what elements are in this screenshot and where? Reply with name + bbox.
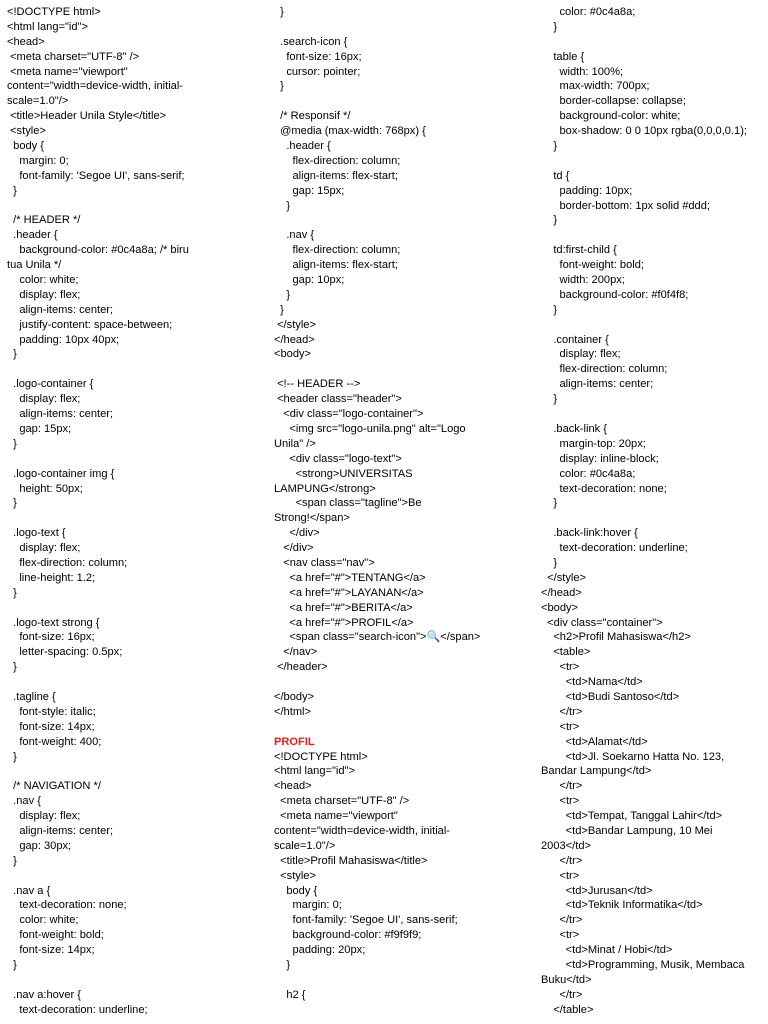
code-line: } bbox=[541, 497, 558, 510]
code-line: flex-direction: column; bbox=[274, 244, 401, 257]
code-line: justify-content: space-between; bbox=[7, 318, 173, 331]
code-line: font-weight: bold; bbox=[7, 929, 104, 942]
code-line: max-width: 700px; bbox=[541, 80, 650, 93]
code-line: content="width=device-width, initial- bbox=[7, 80, 183, 93]
code-line: align-items: center; bbox=[541, 378, 654, 391]
code-line: <nav class="nav"> bbox=[274, 556, 375, 569]
code-line: } bbox=[7, 497, 17, 510]
code-line: <style> bbox=[274, 869, 316, 882]
code-line: <html lang="id"> bbox=[7, 20, 88, 33]
code-line: <meta charset="UTF-8" /> bbox=[274, 795, 410, 808]
code-line: </head> bbox=[541, 586, 582, 599]
code-line: } bbox=[274, 959, 291, 971]
code-line: <td>Programming, Musik, Membaca bbox=[541, 959, 745, 971]
code-line bbox=[541, 318, 763, 333]
code-line: <a href="#">PROFIL</a> bbox=[274, 616, 414, 629]
code-line: flex-direction: column; bbox=[541, 363, 668, 376]
code-line bbox=[541, 511, 763, 526]
code-line: flex-direction: column; bbox=[7, 556, 128, 569]
code-line bbox=[541, 154, 763, 169]
code-line: margin: 0; bbox=[7, 154, 69, 167]
code-line: </div> bbox=[274, 527, 320, 540]
code-line: <div class="logo-text"> bbox=[274, 452, 402, 465]
code-line: <meta name="viewport" bbox=[7, 65, 128, 78]
code-line: <td>Jurusan</td> bbox=[541, 884, 653, 897]
code-line: <body> bbox=[274, 348, 312, 361]
code-line: /* HEADER */ bbox=[7, 214, 81, 227]
code-line: <span class="tagline">Be bbox=[274, 497, 422, 510]
code-line: .logo-container img { bbox=[7, 467, 115, 480]
code-line: color: #0c4a8a; bbox=[541, 467, 636, 480]
code-line: border-collapse: collapse; bbox=[541, 95, 686, 108]
code-line: .logo-text strong { bbox=[7, 616, 100, 629]
code-line: <td>Bandar Lampung, 10 Mei bbox=[541, 824, 713, 837]
code-line: background-color: white; bbox=[541, 110, 681, 123]
code-line: .nav a { bbox=[7, 884, 51, 897]
code-line: scale=1.0"/> bbox=[274, 839, 336, 852]
code-line bbox=[7, 601, 259, 616]
code-line: td:first-child { bbox=[541, 244, 617, 257]
code-line: } bbox=[541, 140, 558, 153]
code-line: <title>Profil Mahasiswa</title> bbox=[274, 854, 428, 867]
code-column-1 bbox=[7, 5, 259, 1018]
code-line: } bbox=[541, 556, 558, 569]
code-line: font-weight: bold; bbox=[541, 259, 644, 272]
code-line: box-shadow: 0 0 10px rgba(0,0,0,0.1); bbox=[541, 125, 747, 138]
code-line: <div class="logo-container"> bbox=[274, 408, 424, 421]
code-line: <td>Teknik Informatika</td> bbox=[541, 899, 703, 912]
code-line: gap: 15px; bbox=[7, 422, 72, 435]
code-line: background-color: #f9f9f9; bbox=[274, 929, 422, 942]
code-line bbox=[7, 199, 259, 214]
code-line bbox=[7, 675, 259, 690]
code-line: display: inline-block; bbox=[541, 452, 659, 465]
code-line: } bbox=[541, 214, 558, 227]
code-line bbox=[274, 213, 520, 228]
code-line: <header class="header"> bbox=[274, 393, 402, 406]
code-line: <td>Tempat, Tanggal Lahir</td> bbox=[541, 810, 723, 823]
code-line: <div class="container"> bbox=[541, 616, 663, 629]
code-line: body { bbox=[274, 884, 318, 897]
code-line: /* Responsif */ bbox=[274, 110, 351, 123]
code-line: line-height: 1.2; bbox=[7, 571, 96, 584]
code-line: </table> bbox=[541, 1003, 594, 1016]
code-line: display: flex; bbox=[7, 393, 81, 406]
code-line: <body> bbox=[541, 601, 579, 614]
code-line: .back-link { bbox=[541, 422, 607, 435]
code-line: </header> bbox=[274, 661, 328, 674]
code-line bbox=[274, 94, 520, 109]
code-line: <tr> bbox=[541, 929, 580, 942]
code-line: } bbox=[274, 6, 284, 18]
code-line: gap: 10px; bbox=[274, 274, 345, 287]
code-line: <title>Header Unila Style</title> bbox=[7, 110, 167, 123]
code-line: } bbox=[7, 750, 17, 763]
code-line: align-items: center; bbox=[7, 408, 114, 421]
code-line: } bbox=[7, 854, 17, 867]
code-line: </tr> bbox=[541, 988, 583, 1001]
code-line: </head> bbox=[274, 333, 315, 346]
code-line: <td>Minat / Hobi</td> bbox=[541, 944, 673, 957]
code-line: display: flex; bbox=[7, 542, 81, 555]
code-line: margin: 0; bbox=[274, 899, 342, 912]
code-line: <meta charset="UTF-8" /> bbox=[7, 50, 140, 63]
code-line bbox=[7, 362, 259, 377]
code-line: color: #0c4a8a; bbox=[541, 6, 636, 18]
code-line: <tr> bbox=[541, 869, 580, 882]
code-line bbox=[541, 407, 763, 422]
code-line: <!-- HEADER --> bbox=[274, 378, 361, 391]
code-line: .container { bbox=[541, 333, 609, 346]
code-column-3 bbox=[541, 5, 763, 1018]
code-line: </div> bbox=[274, 542, 314, 555]
code-line bbox=[274, 675, 520, 690]
code-line: body { bbox=[7, 140, 45, 153]
code-line: display: flex; bbox=[7, 288, 81, 301]
code-line bbox=[274, 362, 520, 377]
code-line: <h2>Profil Mahasiswa</h2> bbox=[541, 631, 691, 644]
code-line: <img src="logo-unila.png" alt="Logo bbox=[274, 422, 466, 435]
code-line: color: white; bbox=[7, 274, 79, 287]
code-line: flex-direction: column; bbox=[274, 154, 401, 167]
code-line: display: flex; bbox=[7, 810, 81, 823]
code-line: cursor: pointer; bbox=[274, 65, 361, 78]
code-line: text-decoration: none; bbox=[541, 482, 667, 495]
code-line: <a href="#">LAYANAN</a> bbox=[274, 586, 424, 599]
code-line bbox=[541, 35, 763, 50]
code-line: .header { bbox=[274, 140, 331, 153]
code-line bbox=[7, 869, 259, 884]
code-line bbox=[541, 228, 763, 243]
code-line bbox=[274, 720, 520, 735]
code-line: align-items: center; bbox=[7, 824, 114, 837]
code-line: } bbox=[7, 348, 17, 361]
code-line: } bbox=[274, 303, 284, 316]
code-line: <head> bbox=[274, 780, 312, 793]
code-line: </style> bbox=[274, 318, 316, 331]
code-line: font-family: 'Segoe UI', sans-serif; bbox=[7, 169, 185, 182]
code-line bbox=[7, 973, 259, 988]
code-line: font-size: 16px; bbox=[274, 50, 362, 63]
code-line: display: flex; bbox=[541, 348, 621, 361]
code-line: <span class="search-icon">🔍</span> bbox=[274, 631, 481, 644]
code-line: <tr> bbox=[541, 795, 580, 808]
code-line: </body> bbox=[274, 690, 315, 703]
code-line: width: 200px; bbox=[541, 274, 625, 287]
code-line: LAMPUNG</strong> bbox=[274, 482, 376, 495]
code-line: } bbox=[541, 20, 558, 33]
code-line: scale=1.0"/> bbox=[7, 95, 69, 108]
code-line: @media (max-width: 768px) { bbox=[274, 125, 426, 138]
code-line: text-decoration: underline; bbox=[541, 542, 688, 555]
code-line: Buku</td> bbox=[541, 973, 592, 986]
section-heading: PROFIL bbox=[274, 735, 315, 748]
code-line: <style> bbox=[7, 125, 46, 138]
code-line: .tagline { bbox=[7, 690, 56, 703]
code-line: } bbox=[274, 199, 291, 212]
code-line: <!DOCTYPE html> bbox=[7, 6, 101, 18]
code-line: } bbox=[541, 393, 558, 406]
code-line: <tr> bbox=[541, 720, 580, 733]
code-line: <head> bbox=[7, 35, 45, 48]
code-line: align-items: center; bbox=[7, 303, 114, 316]
code-line: color: white; bbox=[7, 914, 79, 927]
code-line: td { bbox=[541, 169, 570, 182]
code-line: <td>Jl. Soekarno Hatta No. 123, bbox=[541, 750, 725, 763]
code-line: } bbox=[7, 661, 17, 674]
code-line: <html lang="id"> bbox=[274, 765, 355, 778]
code-line: width: 100%; bbox=[541, 65, 624, 78]
code-line: margin-top: 20px; bbox=[541, 437, 646, 450]
code-line: height: 50px; bbox=[7, 482, 83, 495]
code-line: .logo-text { bbox=[7, 527, 66, 540]
code-line: padding: 20px; bbox=[274, 944, 366, 957]
code-line: <table> bbox=[541, 646, 591, 659]
code-line: text-decoration: underline; bbox=[7, 1003, 148, 1016]
code-line: padding: 10px; bbox=[541, 184, 633, 197]
code-line: background-color: #f0f4f8; bbox=[541, 288, 689, 301]
code-line: <meta name="viewport" bbox=[274, 810, 398, 823]
code-line: font-weight: 400; bbox=[7, 735, 102, 748]
code-line: table { bbox=[541, 50, 585, 63]
code-line: .back-link:hover { bbox=[541, 527, 638, 540]
code-line: </style> bbox=[541, 571, 587, 584]
code-line: </nav> bbox=[274, 646, 318, 659]
code-line: background-color: #0c4a8a; /* biru bbox=[7, 244, 189, 257]
code-line bbox=[7, 452, 259, 467]
code-line: } bbox=[7, 437, 17, 450]
code-line: Unila" /> bbox=[274, 437, 316, 450]
code-line: <strong>UNIVERSITAS bbox=[274, 467, 413, 480]
code-line: <td>Nama</td> bbox=[541, 676, 643, 689]
code-line: } bbox=[274, 80, 284, 93]
code-line bbox=[7, 511, 259, 526]
code-line: } bbox=[7, 586, 17, 599]
code-line: content="width=device-width, initial- bbox=[274, 824, 450, 837]
code-line: </tr> bbox=[541, 705, 583, 718]
code-line: .logo-container { bbox=[7, 378, 94, 391]
code-line: font-family: 'Segoe UI', sans-serif; bbox=[274, 914, 458, 927]
code-line: padding: 10px 40px; bbox=[7, 333, 120, 346]
code-line: font-size: 14px; bbox=[7, 720, 95, 733]
code-line: </tr> bbox=[541, 854, 583, 867]
code-line: <a href="#">BERITA</a> bbox=[274, 601, 413, 614]
code-line bbox=[274, 20, 520, 35]
code-line: gap: 30px; bbox=[7, 839, 72, 852]
code-line: <tr> bbox=[541, 661, 580, 674]
code-line: .nav { bbox=[274, 229, 315, 242]
code-line bbox=[274, 973, 520, 988]
code-line: gap: 15px; bbox=[274, 184, 345, 197]
code-line: align-items: flex-start; bbox=[274, 259, 398, 272]
code-line: border-bottom: 1px solid #ddd; bbox=[541, 199, 710, 212]
code-line: } bbox=[541, 303, 558, 316]
code-line: Bandar Lampung</td> bbox=[541, 765, 652, 778]
code-line: h2 { bbox=[274, 988, 306, 1001]
code-column-2 bbox=[274, 5, 520, 1003]
code-line: align-items: flex-start; bbox=[274, 169, 398, 182]
code-line: text-decoration: none; bbox=[7, 899, 127, 912]
code-line: Strong!</span> bbox=[274, 512, 350, 525]
code-line: .nav { bbox=[7, 795, 41, 808]
code-line: font-size: 14px; bbox=[7, 944, 95, 957]
code-line: } bbox=[7, 959, 17, 971]
code-line: <!DOCTYPE html> bbox=[274, 750, 368, 763]
code-line: <a href="#">TENTANG</a> bbox=[274, 571, 426, 584]
code-line: font-style: italic; bbox=[7, 705, 96, 718]
code-line: } bbox=[7, 184, 17, 197]
code-line: .nav a:hover { bbox=[7, 988, 82, 1001]
code-line: tua Unila */ bbox=[7, 259, 62, 272]
code-line: <td>Budi Santoso</td> bbox=[541, 690, 680, 703]
code-line: /* NAVIGATION */ bbox=[7, 780, 101, 793]
code-line: letter-spacing: 0.5px; bbox=[7, 646, 123, 659]
code-line: </html> bbox=[274, 705, 311, 718]
code-line bbox=[7, 764, 259, 779]
code-line: font-size: 16px; bbox=[7, 631, 95, 644]
code-line: 2003</td> bbox=[541, 839, 591, 852]
code-line: .header { bbox=[7, 229, 58, 242]
code-line: .search-icon { bbox=[274, 35, 348, 48]
code-line: } bbox=[274, 288, 291, 301]
code-line: <td>Alamat</td> bbox=[541, 735, 648, 748]
code-line: </tr> bbox=[541, 780, 583, 793]
code-line: </tr> bbox=[541, 914, 583, 927]
